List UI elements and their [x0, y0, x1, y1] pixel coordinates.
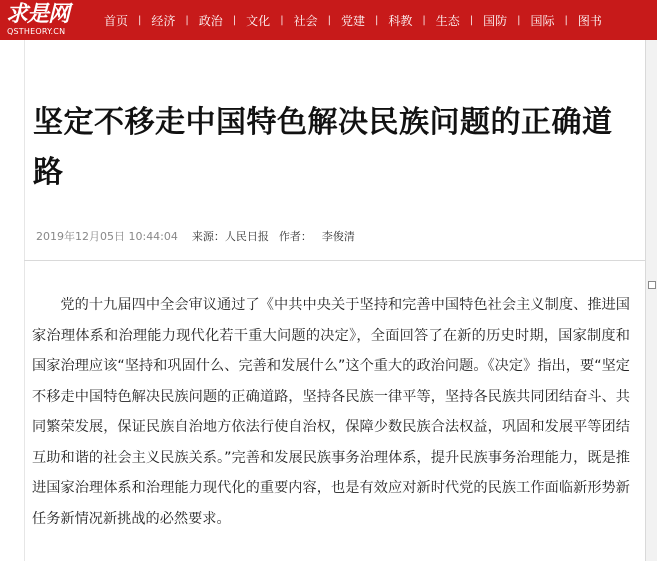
nav-item-home[interactable] [94, 0, 138, 40]
nav-separator: | [185, 14, 189, 26]
nav-label: 科教 [388, 13, 413, 28]
nav-separator: | [138, 14, 142, 26]
nav-item-economy[interactable] [141, 0, 185, 40]
nav-separator: | [280, 14, 284, 26]
content-left-border [24, 40, 25, 561]
nav-label: 国际 [530, 13, 555, 28]
nav-label: 经济 [151, 13, 176, 28]
nav-item-defense[interactable] [473, 0, 517, 40]
author-name: 李俊清 [321, 230, 355, 243]
nav-label: 首页 [104, 13, 129, 28]
nav-item-ecology[interactable] [426, 0, 470, 40]
nav-label: 党建 [340, 13, 365, 28]
nav-label: 社会 [293, 13, 318, 28]
publish-date: 2019年12月05日 10:44:04 [36, 230, 178, 243]
nav-label: 文化 [246, 13, 271, 28]
nav-item-culture[interactable] [236, 0, 280, 40]
nav-separator: | [422, 14, 426, 26]
logo-subtext: QSTHEORY.CN [7, 27, 66, 36]
nav-item-international[interactable] [521, 0, 565, 40]
nav-separator: | [327, 14, 331, 26]
nav-label: 生态 [435, 13, 460, 28]
nav-separator: | [564, 14, 568, 26]
source-name[interactable]: 人民日报 [224, 230, 269, 243]
nav-separator: | [232, 14, 237, 26]
nav-item-books[interactable] [568, 0, 612, 40]
nav-item-science-education[interactable] [378, 0, 422, 40]
nav-label: 政治 [198, 13, 223, 28]
nav-separator: | [469, 14, 474, 26]
nav-item-politics[interactable] [189, 0, 233, 40]
nav-label: 图书 [577, 13, 602, 28]
nav-separator: | [517, 14, 521, 26]
source-label: 来源： [191, 230, 225, 243]
nav-label: 国防 [483, 13, 508, 28]
nav-item-society[interactable] [284, 0, 328, 40]
site-logo[interactable] [6, 2, 92, 38]
main-nav [94, 0, 612, 40]
header-divider [24, 260, 645, 261]
article-body-paragraph: 党的十九届四中全会审议通过了《中共中央关于坚持和完善中国特色社会主义制度、推进国家治理体系和治理能力现代化若干重大问题的决定》，全面回答了在新的历史时期，国家制度和国家治理应该“坚持和巩固什么、完善和发展什么”这个重大的政治问题。《决定》指出，要“坚定不移走中国特色解决民族问题的正确道路，坚持各民族一律平等，坚持各民族共同团结奋斗、共同繁荣发展，保证民族自治地方依法行使自治权，保障少数民族合法权益，巩固和发展平等团结互助和谐的社会主义民族关系。”完善和发展民族事务治理体系，提升民族事务治理能力，既是推进国家治理体系和治理能力现代化的重要内容，也是有效应对新时代党的民族工作面临新形势新任务新情况新挑战的必然要求。 [32, 297, 630, 527]
article-meta [36, 228, 355, 244]
article-title: 坚定不移走中国特色解决民族问题的正确道路 [33, 105, 613, 190]
nav-item-party-building[interactable] [331, 0, 375, 40]
logo-text: 求是网 [6, 2, 70, 27]
top-nav-bar [0, 0, 657, 40]
author-label: 作者： [278, 230, 312, 243]
vertical-scrollbar[interactable] [645, 40, 657, 561]
nav-separator: | [374, 14, 379, 26]
scrollbar-thumb[interactable] [648, 281, 656, 289]
